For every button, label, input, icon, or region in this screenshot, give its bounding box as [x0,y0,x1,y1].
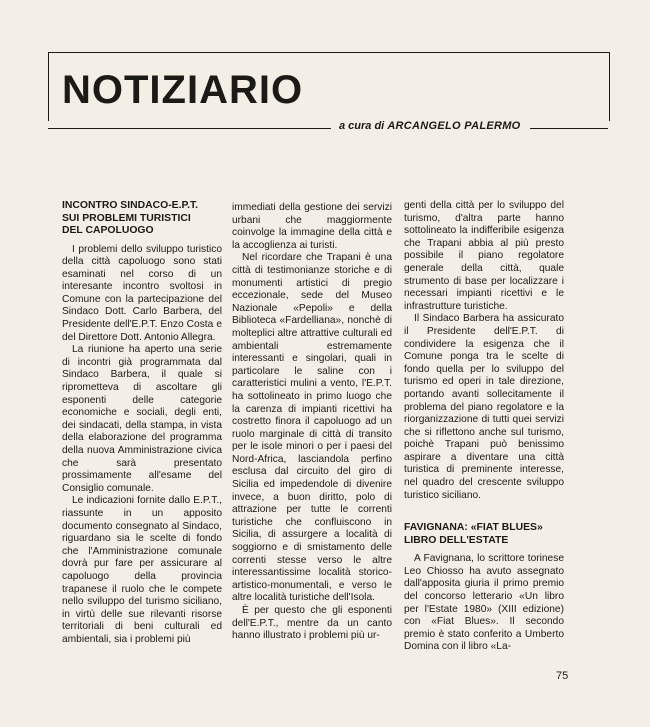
paragraph: Nel ricordare che Trapani è una città di testimonianze storiche e di monumenti artistici di pregio eccezionale, sede del Museo Nazionale «Pepoli» e della Biblioteca «Fardelliana», nonchè di molteplici altre attrattive culturali ed ambientali estremamente interessanti e singolari, quali in particolare le saline con i caratteristici mulini a vento, l'E.P.T. ha sottolineato in primo luogo che la carenza di impianti ricettivi ha costretto finora il capoluogo ad un ruolo marginale di città di transito per le isole minori o per i paesi del Nord-Africa, lasciandola perfino esclusa dal circuito del giro di Sicilia ed impedendole di divenire invece, a buon diritto, polo di attrazione per tutte le correnti turistiche che confluiscono in Sicilia, di assurgere a località di soggiorno e di smistamento delle correnti stesse verso le altre interessantissime località storico-artistico-monumentali, e verso le altre località turistiche dell'Isola. [232,252,392,604]
page-number: 75 [556,670,569,682]
article-heading [62,200,222,238]
header-rule-right [530,128,608,129]
column-2 [232,202,392,643]
paragraph: I problemi dello sviluppo turistico della città capoluogo sono stati esaminati nel corso di un interesante incontro svoltosi in Comune con la partecipazione del Sindaco Dott. Carlo Barbera, del Presidente dell'E.P.T. Enzo Costa e del Direttore Dott. Antonio Allegra. [62,243,222,343]
byline [339,120,521,132]
section-title: NOTIZIARIO [62,68,304,112]
heading-line: LIBRO DELL'ESTATE [404,534,509,546]
paragraph: Il Sindaco Barbera ha assicurato il Presidente dell'E.P.T. di condividere la esigenza che il Comune ponga tra le scelte di fondo quella per lo sviluppo del turismo ed operi in tale direzione, portando avanti sollecitamente il problema del piano regolatore e la riorganizzazione di tutti quei servizi che si riflettono anche sul turismo, poichè Trapani può benissimo aspirare a diventare una città turistica di preminente interesse, nel quadro del crescente sviluppo turistico siciliano. [404,313,564,501]
column-3 [404,200,564,654]
column-1 [62,200,222,647]
heading-line: DEL CAPOLUOGO [62,225,154,236]
curator-name: ARCANGELO PALERMO [387,120,521,132]
article-heading [404,522,564,547]
paragraph: immediati della gestione dei servizi urbani che maggiormente coinvolge la immagine della città e la accoglienza ai turisti. [232,202,392,251]
paragraph: genti della città per lo sviluppo del turismo, d'altra parte hanno sottolineato la indifferibile esigenza che Trapani abbia al più presto possibile il piano regolatore generale della città, quale strumento di base per localizzare i necessari impianti ricettivi e le infrastrutture turistiche. [404,200,564,312]
paragraph: Le indicazioni fornite dallo E.P.T., riassunte in un apposito documento consegnato al Sindaco, riguardano sia le scelte di fondo che l'Amministrazione comunale dovrà pur fare per assicurare al capoluogo della provincia trapanese il ruolo che le compete nello sviluppo del turismo siciliano, in virtù delle sue rilevanti risorse territoriali di beni culturali ed ambientali, sia i problemi più [62,495,222,645]
heading-line: SUI PROBLEMI TURISTICI [62,212,191,224]
heading-line: FAVIGNANA: «FIAT BLUES» [404,522,543,534]
heading-line: INCONTRO SINDACO-E.P.T. [62,200,199,211]
byline-prefix: a cura di [339,120,385,132]
paragraph: A Favignana, lo scrittore torinese Leo Chiosso ha avuto assegnato dall'apposita giuria il primo premio del concorso letterario «Un libro per l'Estate 1980» (XIII edizione) con «Fiat Blues». Il secondo premio è stato conferito a Umberto Domina con il libro «La- [404,553,564,653]
paragraph: La riunione ha aperto una serie di incontri già programmata dal Sindaco Barbera, il quale si riprometteva di ascoltare gli esponenti delle categorie economiche e sociali, degli enti, dei sindacati, della stampa, in vista della elaborazione del programma della nuova Amministrazione civica che sarà presentato prossimamente all'esame del Consiglio comunale. [62,344,222,494]
header-rule-left [48,128,331,129]
paragraph: È per questo che gli esponenti dell'E.P.T., mentre da un canto hanno illustrato i problemi più ur- [232,605,392,642]
